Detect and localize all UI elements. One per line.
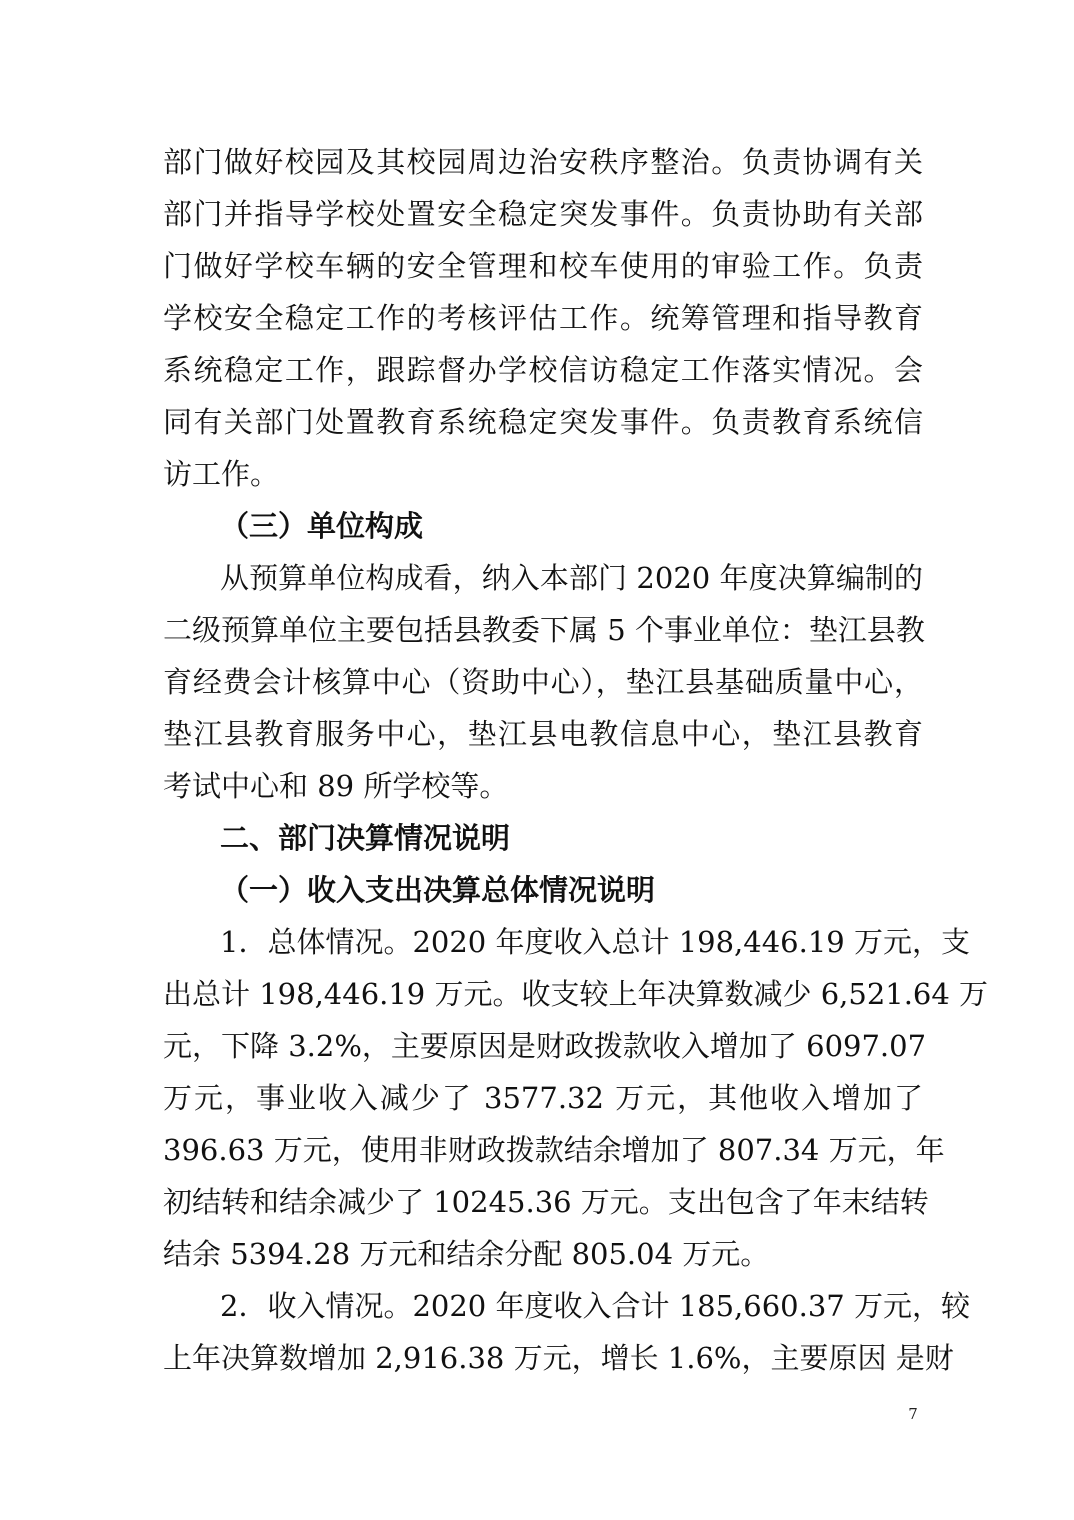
- body-text-line: 2．收入情况。2020 年度收入合计 185,660.37 万元，较: [220, 1289, 970, 1323]
- section-heading-income-expenditure: （一）收入支出决算总体情况说明: [220, 873, 656, 907]
- body-text-line: 出总计 198,446.19 万元。收支较上年决算数减少 6,521.64 万: [163, 977, 989, 1011]
- body-text-line: 结余 5394.28 万元和结余分配 805.04 万元。: [163, 1237, 770, 1271]
- body-text-line: 初结转和结余减少了 10245.36 万元。支出包含了年末结转: [163, 1185, 929, 1219]
- body-text-line: 系统稳定工作，跟踪督办学校信访稳定工作落实情况。会: [163, 353, 923, 387]
- body-text-line: 学校安全稳定工作的考核评估工作。统筹管理和指导教育: [163, 301, 923, 335]
- body-text-line: 部门并指导学校处置安全稳定突发事件。负责协助有关部: [163, 197, 923, 231]
- body-text-line: 考试中心和 89 所学校等。: [163, 769, 509, 803]
- body-text-line: 门做好学校车辆的安全管理和校车使用的审验工作。负责: [163, 249, 923, 283]
- page-number: 7: [908, 1405, 918, 1423]
- body-text-line: 二级预算单位主要包括县教委下属 5 个事业单位：垫江县教: [163, 613, 925, 647]
- section-heading-unit-composition: （三）单位构成: [220, 509, 424, 543]
- body-text-line: 万元，事业收入减少了 3577.32 万元，其他收入增加了: [163, 1081, 923, 1115]
- body-text-line: 部门做好校园及其校园周边治安秩序整治。负责协调有关: [163, 145, 923, 179]
- body-text-line: 396.63 万元，使用非财政拨款结余增加了 807.34 万元，年: [163, 1133, 945, 1167]
- body-text-line: 同有关部门处置教育系统稳定突发事件。负责教育系统信: [163, 405, 923, 439]
- body-text-line: 从预算单位构成看，纳入本部门 2020 年度决算编制的: [220, 561, 923, 595]
- body-text-line: 育经费会计核算中心（资助中心），垫江县基础质量中心，: [163, 665, 923, 699]
- body-text-line: 1．总体情况。2020 年度收入总计 198,446.19 万元，支: [220, 925, 970, 959]
- body-text-line: 上年决算数增加 2,916.38 万元，增长 1.6%，主要原因 是财: [163, 1341, 954, 1375]
- body-text-line: 访工作。: [163, 457, 280, 491]
- body-text-line: 元，下降 3.2%，主要原因是财政拨款收入增加了 6097.07: [163, 1029, 927, 1063]
- section-heading-final-accounts: 二、部门决算情况说明: [220, 821, 511, 855]
- body-text-line: 垫江县教育服务中心，垫江县电教信息中心，垫江县教育: [163, 717, 923, 751]
